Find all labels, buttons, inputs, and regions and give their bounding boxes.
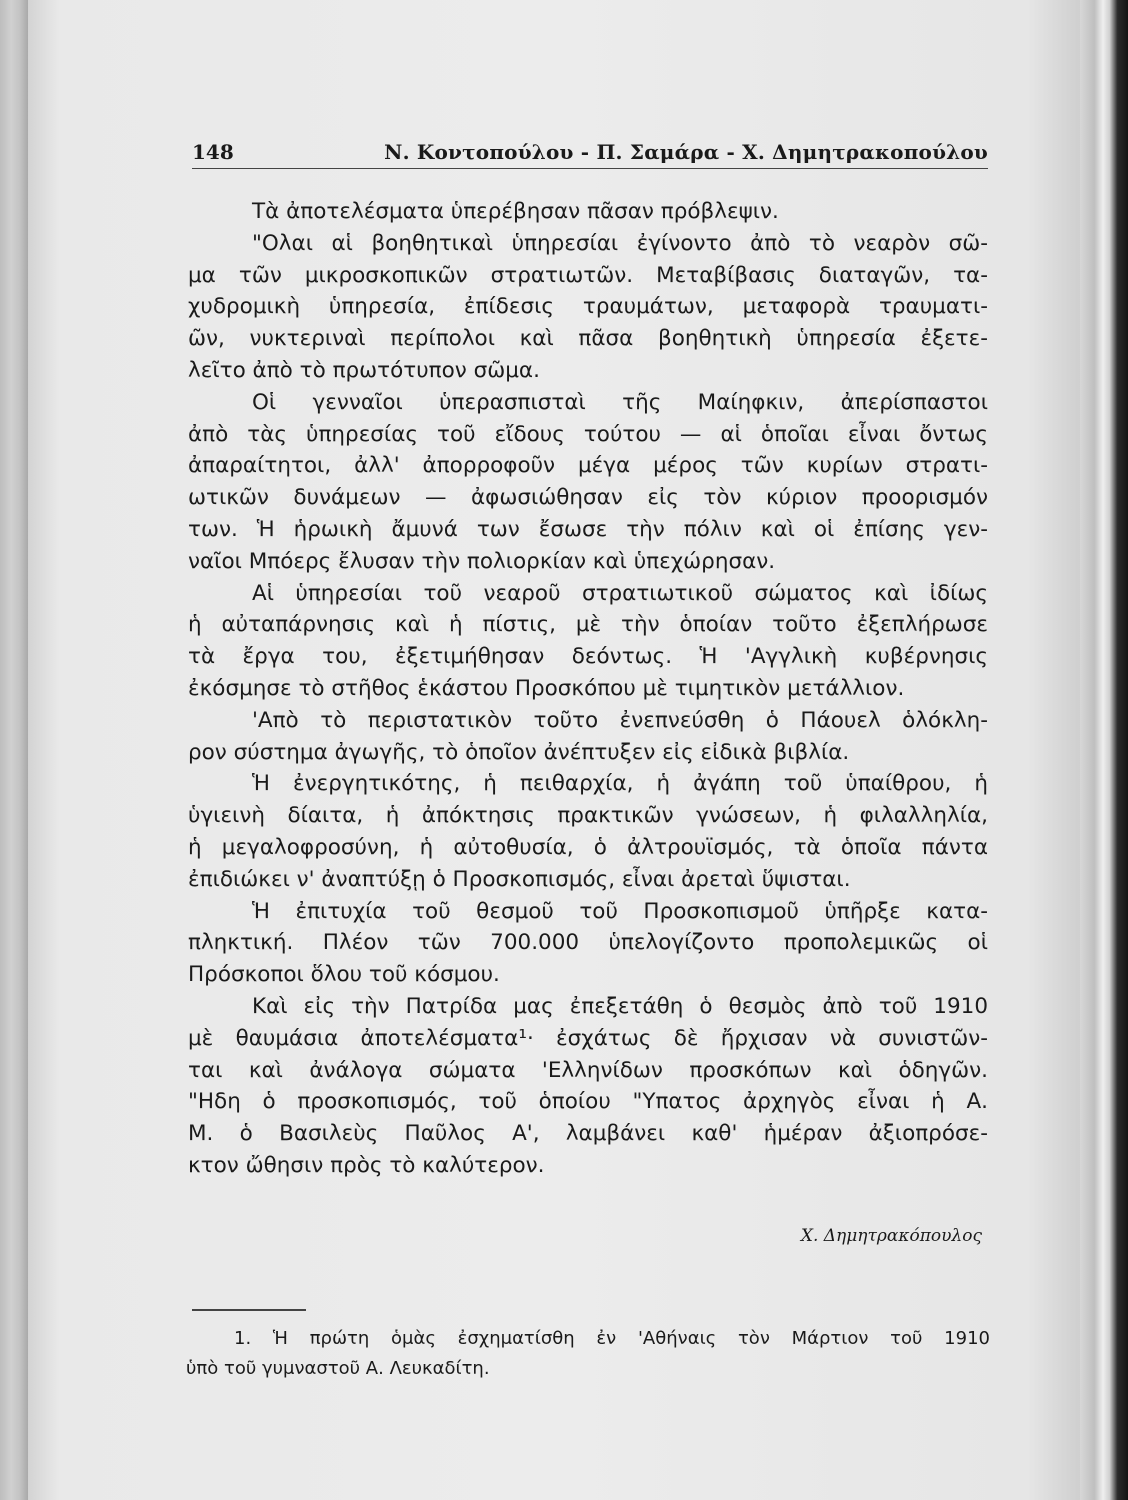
text-line: Τὰ ἀποτελέσματα ὑπερέβησαν πᾶσαν πρόβλεψιν. [252, 199, 779, 224]
text-line: Ἡ ἐνεργητικότης, ἡ πειθαρχία, ἡ ἀγάπη τοῦ ὑπαίθρου, ἡ [252, 771, 988, 797]
text-line: ἐκόσμησε τὸ στῆθος ἑκάστου Προσκόπου μὲ τιμητικὸν μετάλλιον. [188, 675, 905, 701]
text-line: ωτικῶν δυνάμεων — ἀφωσιώθησαν εἰς τὸν κύριον προορισμόν [188, 485, 988, 511]
text-line: "Ολαι αἱ βοηθητικαὶ ὑπηρεσίαι ἐγίνοντο ἀπὸ τὸ νεαρὸν σῶ- [252, 230, 988, 256]
text-line: μα τῶν μικροσκοπικῶν στρατιωτῶν. Μεταβίβασις διαταγῶν, τα- [188, 262, 988, 288]
footnote [186, 1324, 990, 1384]
page-gutter-left [0, 0, 28, 1500]
text-line: ῶν, νυκτεριναὶ περίπολοι καὶ πᾶσα βοηθητικὴ ὑπηρεσία ἐξετε- [188, 326, 988, 352]
footnote-divider [192, 1309, 306, 1311]
text-line: τὰ ἔργα του, ἐξετιμήθησαν δεόντως. Ἡ 'Αγγλικὴ κυβέρνησις [188, 644, 988, 670]
running-head: Ν. Κοντοπούλου - Π. Σαμάρα - Χ. Δημητρακοπούλου [384, 140, 988, 164]
page-number: 148 [192, 140, 234, 164]
body-text [188, 196, 988, 1182]
text-line: ἀπαραίτητοι, ἀλλ' ἀπορροφοῦν μέγα μέρος τῶν κυρίων στρατι- [188, 453, 988, 479]
text-line: των. Ἡ ἡρωικὴ ἄμυνά των ἔσωσε τὴν πόλιν καὶ οἱ ἐπίσης γεν- [188, 516, 988, 542]
text-line: ἀπὸ τὰς ὑπηρεσίας τοῦ εἴδους τούτου — αἱ ὁποῖαι εἶναι ὄντως [188, 421, 988, 447]
text-line: 'Απὸ τὸ περιστατικὸν τοῦτο ἐνεπνεύσθη ὁ Πάουελ ὁλόκλη- [252, 707, 988, 733]
text-line: χυδρομικὴ ὑπηρεσία, ἐπίδεσις τραυμάτων, μεταφορὰ τραυματι- [188, 294, 988, 320]
text-line: πληκτική. Πλέον τῶν 700.000 ὑπελογίζοντο προπολεμικῶς οἱ [188, 930, 988, 956]
text-line: Οἱ γενναῖοι ὑπερασπισταὶ τῆς Μαίηφκιν, ἀπερίσπαστοι [252, 389, 988, 415]
author-signature: Χ. Δημητρακόπουλος [800, 1226, 982, 1246]
text-line: Ἡ ἐπιτυχία τοῦ θεσμοῦ τοῦ Προσκοπισμοῦ ὑπῆρξε κατα- [252, 898, 988, 924]
text-line: ὑγιεινὴ δίαιτα, ἡ ἀπόκτησις πρακτικῶν γνώσεων, ἡ φιλαλληλία, [188, 803, 988, 829]
text-line: Πρόσκοποι ὅλου τοῦ κόσμου. [188, 962, 500, 988]
text-line: λεῖτο ἀπὸ τὸ πρωτότυπον σῶμα. [188, 357, 540, 383]
footnote-line: ὑπὸ τοῦ γυμναστοῦ Α. Λευκαδίτη. [186, 1358, 490, 1379]
book-edge-right [1080, 0, 1128, 1500]
text-line: κτον ὤθησιν πρὸς τὸ καλύτερον. [188, 1152, 545, 1178]
text-line: ρον σύστημα ἀγωγῆς, τὸ ὁποῖον ἀνέπτυξεν εἰς εἰδικὰ βιβλία. [188, 739, 850, 765]
text-line: Μ. ὁ Βασιλεὺς Παῦλος Α', λαμβάνει καθ' ἡμέραν ἀξιοπρόσε- [188, 1121, 988, 1147]
text-line: "Ηδη ὁ προσκοπισμός, τοῦ ὁποίου "Υπατος ἀρχηγὸς εἶναι ἡ Α. [188, 1089, 988, 1115]
text-line: ἐπιδιώκει ν' ἀναπτύξῃ ὁ Προσκοπισμός, εἶναι ἀρεταὶ ὕψισται. [188, 866, 851, 892]
text-line: ἡ αὐταπάρνησις καὶ ἡ πίστις, μὲ τὴν ὁποίαν τοῦτο ἐξεπλήρωσε [188, 612, 988, 638]
text-line: Καὶ εἰς τὴν Πατρίδα μας ἐπεξετάθη ὁ θεσμὸς ἀπὸ τοῦ 1910 [252, 993, 988, 1019]
text-line: ται καὶ ἀνάλογα σώματα 'Ελληνίδων προσκόπων καὶ ὁδηγῶν. [188, 1057, 988, 1083]
page-header [192, 138, 988, 169]
text-line: μὲ θαυμάσια ἀποτελέσματα¹· ἐσχάτως δὲ ἤρχισαν νὰ συνιστῶν- [188, 1025, 988, 1051]
text-line: Αἱ ὑπηρεσίαι τοῦ νεαροῦ στρατιωτικοῦ σώματος καὶ ἰδίως [252, 580, 988, 606]
footnote-line: 1. Ἡ πρώτη ὁμὰς ἐσχηματίσθη ἐν 'Αθήναις τὸν Μάρτιον τοῦ 1910 [234, 1328, 990, 1349]
text-line: ἡ μεγαλοφροσύνη, ἡ αὐτοθυσία, ὁ ἀλτρουϊσμός, τὰ ὁποῖα πάντα [188, 834, 988, 860]
text-line: ναῖοι Μπόερς ἔλυσαν τὴν πολιορκίαν καὶ ὑπεχώρησαν. [188, 548, 776, 574]
